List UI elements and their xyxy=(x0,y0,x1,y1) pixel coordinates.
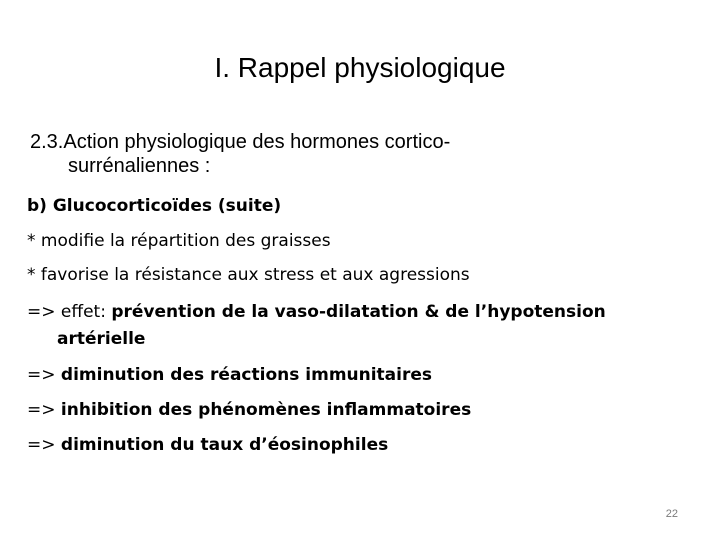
bullet-item-2: * favorise la résistance aux stress et aux agressions xyxy=(27,265,470,285)
bullet-item-1: * modifie la répartition des graisses xyxy=(27,231,331,251)
consequence-item-2 xyxy=(27,400,471,420)
effect-line xyxy=(27,302,606,322)
consequence-text-3: diminution du taux d’éosinophiles xyxy=(60,435,389,455)
section-heading-line-2: surrénaliennes : xyxy=(68,155,211,177)
page-number: 22 xyxy=(665,508,678,520)
section-heading xyxy=(30,130,690,178)
section-heading-line-1: 2.3.Action physiologique des hormones cortico- xyxy=(30,131,451,153)
effect-text-continued: artérielle xyxy=(57,329,146,349)
effect-prefix: => effet: xyxy=(27,302,112,322)
arrow-prefix: => xyxy=(27,435,61,455)
subsection-heading: b) Glucocorticoïdes (suite) xyxy=(27,196,282,216)
consequence-item-1 xyxy=(27,365,432,385)
slide-title: I. Rappel physiologique xyxy=(214,52,506,83)
arrow-prefix: => xyxy=(27,400,61,420)
consequence-item-3 xyxy=(27,435,388,455)
consequence-text-1: diminution des réactions immunitaires xyxy=(60,365,433,385)
consequence-text-2: inhibition des phénomènes inflammatoires xyxy=(60,400,472,420)
arrow-prefix: => xyxy=(27,365,61,385)
effect-text: prévention de la vaso-dilatation & de l’hypotension xyxy=(111,302,606,322)
